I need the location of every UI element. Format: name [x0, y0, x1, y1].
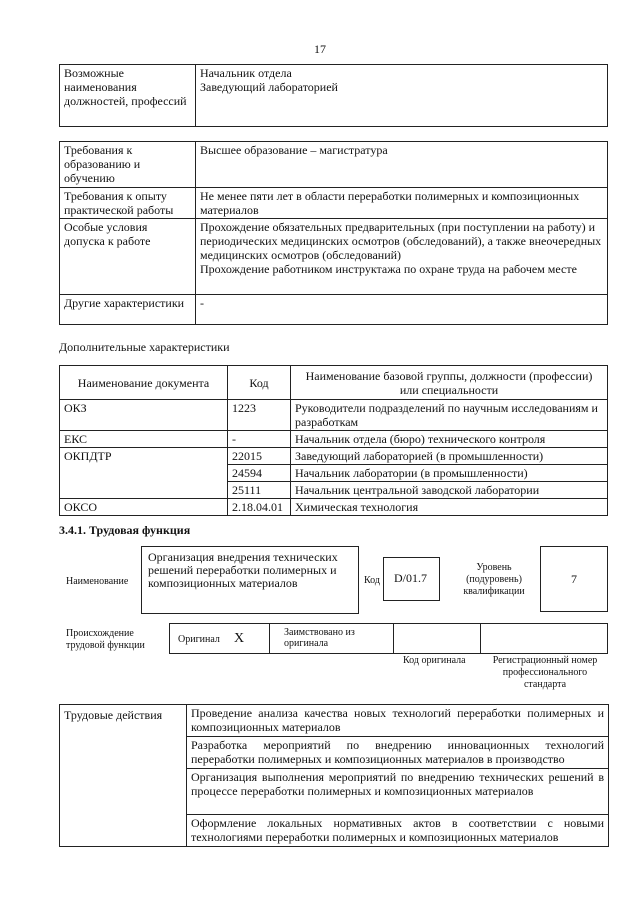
code-cell: 22015: [228, 448, 291, 465]
name-cell: Начальник лаборатории (в промышленности): [291, 465, 608, 482]
reg-number-box: [480, 623, 608, 654]
table-row: [60, 431, 608, 448]
level-value: 7: [571, 572, 577, 586]
name-label: Наименование: [66, 576, 129, 587]
original-box: [169, 623, 270, 654]
labor-action-item: Проведение анализа качества новых технологий переработки полимерных и композиционных материалов: [187, 705, 609, 737]
job-title-item: Заведующий лабораторией: [200, 80, 338, 94]
level-label: Уровень (подуровень) квалификации: [463, 562, 525, 597]
labor-actions-table: [59, 704, 609, 847]
code-cell: 25111: [228, 482, 291, 499]
requirement-value: -: [196, 295, 608, 325]
code-cell: -: [228, 431, 291, 448]
original-mark: X: [234, 631, 245, 646]
requirement-value: Не менее пяти лет в области переработки полимерных и композиционных материалов: [196, 188, 608, 219]
code-original-box: [393, 623, 481, 654]
requirements-table: [59, 141, 608, 325]
doc-cell: ОКСО: [60, 499, 228, 516]
requirement-paragraph: Прохождение работником инструктажа по охране труда на рабочем месте: [200, 262, 577, 276]
requirement-value: [196, 219, 608, 295]
header-code: Код: [228, 366, 291, 400]
requirement-label: Особые условия допуска к работе: [60, 219, 196, 295]
borrowed-label: Заимствовано из оригинала: [284, 627, 355, 649]
header-doc-name: Наименование документа: [60, 366, 228, 400]
code-cell: 24594: [228, 465, 291, 482]
labor-action-item: Разработка мероприятий по внедрению инновационных технологий переработки полимерных и композиционных материалов в производство: [187, 737, 609, 769]
section-title: 3.4.1. Трудовая функция: [59, 523, 191, 537]
code-label: Код: [364, 575, 380, 586]
name-cell: Начальник центральной заводской лаборатории: [291, 482, 608, 499]
code-value: D/01.7: [394, 571, 427, 585]
job-titles-label: Возможные наименования должностей, профессий: [60, 65, 196, 127]
job-titles-values: [196, 65, 608, 127]
additional-table: [59, 365, 608, 516]
code-box: [383, 557, 440, 601]
origin-label: Происхождение трудовой функции: [66, 628, 145, 651]
job-title-item: Начальник отдела: [200, 66, 292, 80]
level-box: [540, 546, 608, 612]
code-cell: 2.18.04.01: [228, 499, 291, 516]
doc-cell: ОКЗ: [60, 400, 228, 431]
name-cell: Заведующий лабораторией (в промышленности): [291, 448, 608, 465]
name-cell: Химическая технология: [291, 499, 608, 516]
table-row: [60, 499, 608, 516]
table-row: [60, 448, 608, 465]
code-original-caption: Код оригинала: [403, 655, 466, 666]
code-cell: 1223: [228, 400, 291, 431]
function-name: Организация внедрения технических решений переработки полимерных и композиционных материалов: [148, 550, 338, 590]
original-label: Оригинал: [178, 634, 220, 645]
reg-number-caption: Регистрационный номер профессионального стандарта: [492, 655, 598, 690]
labor-actions-label: Трудовые действия: [60, 705, 187, 847]
doc-cell: ОКПДТР: [60, 448, 228, 499]
requirement-label: Требования к опыту практической работы: [60, 188, 196, 219]
borrowed-box: [269, 623, 394, 654]
labor-action-item: Оформление локальных нормативных актов в соответствии с новыми технологиями переработки полимерных и композиционных материалов: [187, 815, 609, 847]
doc-cell: ЕКС: [60, 431, 228, 448]
name-cell: Руководители подразделений по научным исследованиям и разработкам: [291, 400, 608, 431]
additional-title: Дополнительные характеристики: [59, 340, 230, 354]
page-number: 17: [314, 42, 326, 56]
function-name-box: [141, 546, 359, 614]
name-cell: Начальник отдела (бюро) технического контроля: [291, 431, 608, 448]
requirement-value: Высшее образование – магистратура: [196, 142, 608, 188]
requirement-label: Требования к образованию и обучению: [60, 142, 196, 188]
job-titles-table: [59, 64, 608, 127]
requirement-label: Другие характеристики: [60, 295, 196, 325]
requirement-paragraph: Прохождение обязательных предварительных (при поступлении на работу) и периодических медицинских осмотров (обследований), а также внеочередных медицинских осмотров (обследований): [200, 220, 602, 262]
table-row: [60, 400, 608, 431]
labor-action-item: Организация выполнения мероприятий по внедрению технических решений в процессе переработки полимерных и композиционных материалов: [187, 769, 609, 815]
header-group-name: Наименование базовой группы, должности (профессии) или специальности: [291, 366, 608, 400]
